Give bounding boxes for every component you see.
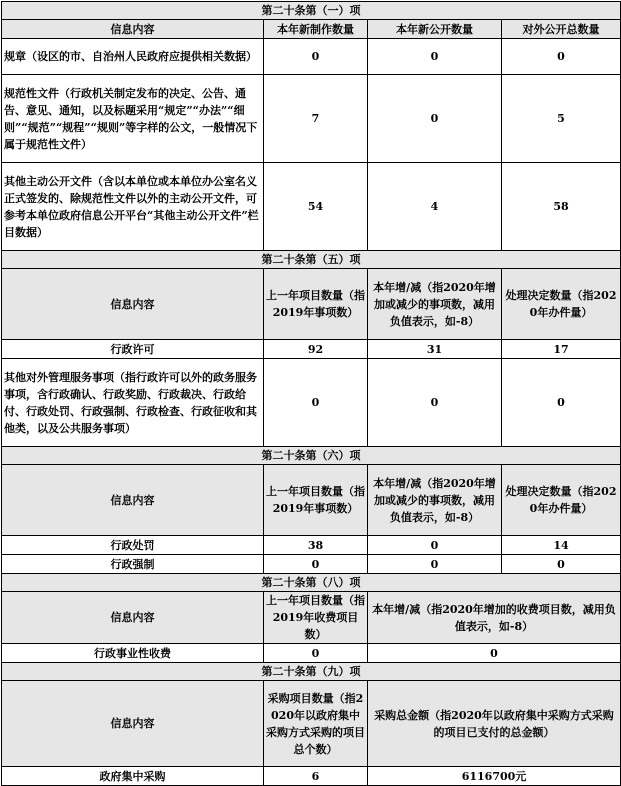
row-label: 行政许可 bbox=[2, 340, 264, 359]
cell-value: 14 bbox=[502, 536, 621, 555]
header-fee-change: 本年增/减（指2020年增加的收费项目数，减用负值表示，如-8） bbox=[368, 592, 621, 644]
header-new-made: 本年新制作数量 bbox=[264, 20, 368, 39]
cell-value: 54 bbox=[264, 163, 368, 251]
table-row bbox=[2, 536, 621, 555]
table-row bbox=[2, 767, 621, 786]
table-row bbox=[2, 359, 621, 447]
header-info-content: 信息内容 bbox=[2, 20, 264, 39]
cell-value: 0 bbox=[502, 555, 621, 574]
cell-value: 0 bbox=[502, 359, 621, 447]
row-label: 规范性文件（行政机关制定发布的决定、公告、通告、意见、通知，以及标题采用“规定”“办法”“细则”“规范”“规程”“规则”等字样的公文，一般情况下属于规范性文件） bbox=[2, 75, 264, 163]
header-decision-count: 处理决定数量（指2020年办件量） bbox=[502, 465, 621, 536]
row-label: 其他对外管理服务事项（指行政许可以外的政务服务事项，含行政确认、行政奖励、行政裁决、行政给付、行政处罚、行政强制、行政检查、行政征收和其他类，以及公共服务事项） bbox=[2, 359, 264, 447]
row-label: 其他主动公开文件（含以本单位或本单位办公室名义正式签发的、除规范性文件以外的主动公开文件，可参考本单位政府信息公开平台“其他主动公开文件”栏目数据） bbox=[2, 163, 264, 251]
header-decision-count: 处理决定数量（指2020年办件量） bbox=[502, 269, 621, 340]
cell-value: 6116700元 bbox=[368, 767, 621, 786]
header-prev-year-count: 上一年项目数量（指2019年事项数） bbox=[264, 269, 368, 340]
row-label: 行政事业性收费 bbox=[2, 644, 264, 663]
cell-value: 0 bbox=[368, 644, 621, 663]
header-info-content: 信息内容 bbox=[2, 592, 264, 644]
table-row bbox=[2, 39, 621, 75]
table-row bbox=[2, 75, 621, 163]
header-info-content: 信息内容 bbox=[2, 269, 264, 340]
section-header-row bbox=[2, 2, 621, 20]
cell-value: 0 bbox=[368, 75, 502, 163]
header-change-count: 本年增/减（指2020年增加或减少的事项数，减用负值表示，如-8） bbox=[368, 269, 502, 340]
cell-value: 0 bbox=[264, 555, 368, 574]
cell-value: 0 bbox=[264, 359, 368, 447]
section-title-5: 第二十条第（五）项 bbox=[2, 251, 621, 269]
row-label: 行政处罚 bbox=[2, 536, 264, 555]
header-change-count: 本年增/减（指2020年增加或减少的事项数，减用负值表示，如-8） bbox=[368, 465, 502, 536]
row-label: 规章（设区的市、自治州人民政府应提供相关数据） bbox=[2, 39, 264, 75]
header-prev-year-count: 上一年项目数量（指2019年事项数） bbox=[264, 465, 368, 536]
cell-value: 31 bbox=[368, 340, 502, 359]
cell-value: 0 bbox=[368, 555, 502, 574]
cell-value: 0 bbox=[368, 39, 502, 75]
header-prev-year-fee-count: 上一年项目数量（指2019年收费项目数） bbox=[264, 592, 368, 644]
header-purchase-amount: 采购总金额（指2020年以政府集中采购方式采购的项目已支付的总金额） bbox=[368, 681, 621, 767]
cell-value: 17 bbox=[502, 340, 621, 359]
section-title-6: 第二十条第（六）项 bbox=[2, 447, 621, 465]
cell-value: 4 bbox=[368, 163, 502, 251]
cell-value: 0 bbox=[502, 39, 621, 75]
header-purchase-count: 采购项目数量（指2020年以政府集中采购方式采购的项目总个数） bbox=[264, 681, 368, 767]
column-header-row bbox=[2, 269, 621, 340]
cell-value: 0 bbox=[368, 536, 502, 555]
section-header-row bbox=[2, 574, 621, 592]
cell-value: 58 bbox=[502, 163, 621, 251]
section-title-8: 第二十条第（八）项 bbox=[2, 574, 621, 592]
cell-value: 0 bbox=[368, 359, 502, 447]
header-info-content: 信息内容 bbox=[2, 465, 264, 536]
cell-value: 0 bbox=[264, 39, 368, 75]
header-total-disclosed: 对外公开总数量 bbox=[502, 20, 621, 39]
table-row bbox=[2, 644, 621, 663]
table-row bbox=[2, 555, 621, 574]
column-header-row bbox=[2, 465, 621, 536]
cell-value: 6 bbox=[264, 767, 368, 786]
section-header-row bbox=[2, 447, 621, 465]
header-new-disclosed: 本年新公开数量 bbox=[368, 20, 502, 39]
section-header-row bbox=[2, 251, 621, 269]
section-header-row bbox=[2, 663, 621, 681]
row-label: 行政强制 bbox=[2, 555, 264, 574]
disclosure-table bbox=[1, 1, 621, 786]
column-header-row bbox=[2, 681, 621, 767]
section-title-9: 第二十条第（九）项 bbox=[2, 663, 621, 681]
table-row bbox=[2, 163, 621, 251]
cell-value: 0 bbox=[264, 644, 368, 663]
row-label: 政府集中采购 bbox=[2, 767, 264, 786]
cell-value: 38 bbox=[264, 536, 368, 555]
cell-value: 92 bbox=[264, 340, 368, 359]
column-header-row bbox=[2, 592, 621, 644]
cell-value: 5 bbox=[502, 75, 621, 163]
header-info-content: 信息内容 bbox=[2, 681, 264, 767]
column-header-row bbox=[2, 20, 621, 39]
cell-value: 7 bbox=[264, 75, 368, 163]
section-title-1: 第二十条第（一）项 bbox=[2, 2, 621, 20]
table-row bbox=[2, 340, 621, 359]
